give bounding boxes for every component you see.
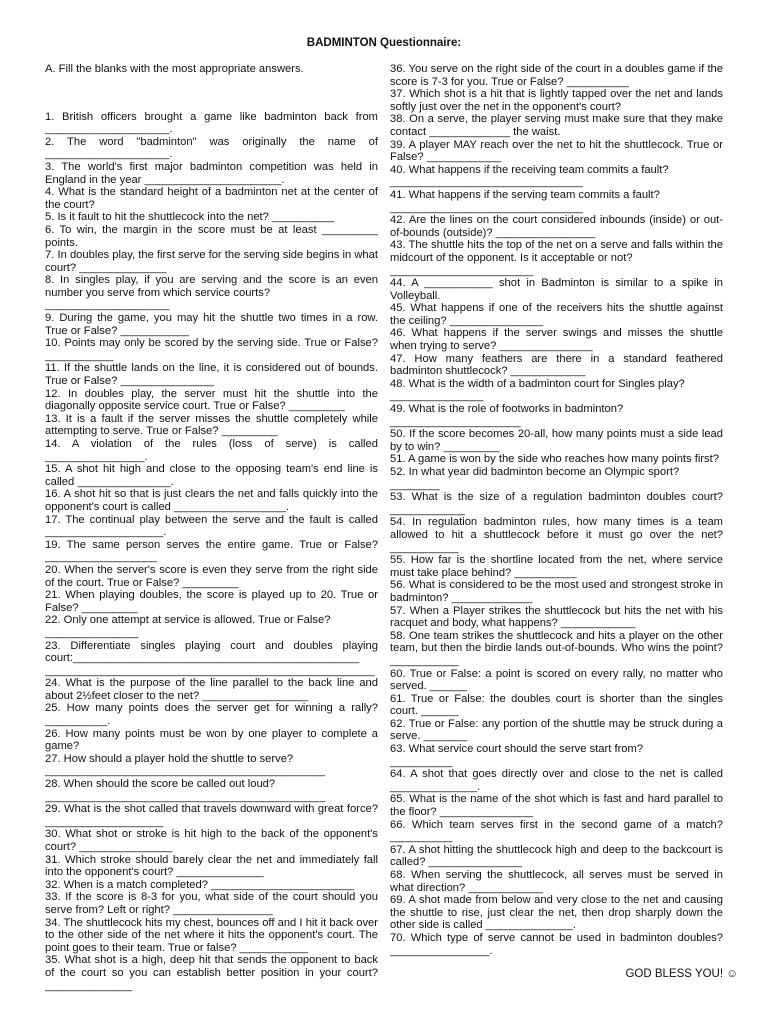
question-item: _______________________ — [390, 264, 534, 277]
question-item: 44. A ___________ shot in Badminton is similar to a spike in Volleyball. — [390, 277, 723, 302]
question-item: 63. What service court should the serve start from? — [390, 743, 644, 756]
question-item: 9. During the game, you may hit the shuttle two times in a row. True or False? ___________ — [45, 312, 378, 337]
question-item: 47. How many feathers are there in a standard feathered badminton shuttlecock? ____________ — [390, 352, 723, 378]
question-item: 19. The same person serves the entire game. True or False? __________________ — [45, 538, 378, 564]
question-item: 30. What shot or stroke is hit high to the back of the opponent's court? _______________ — [45, 828, 378, 853]
question-item: 40. What happens if the receiving team commits a fault? — [390, 163, 669, 176]
question-item: _____________________ — [390, 415, 521, 428]
question-item: _____________________________________________________ — [45, 664, 375, 677]
question-item: 51. A game is won by the side who reaches how many points first? — [390, 453, 719, 466]
question-item: _____________________________________________ — [45, 790, 325, 803]
question-item: 55. How far is the shortline located from the net, where service must take place behind? __________ — [390, 554, 723, 579]
question-item: 42. Are the lines on the court considered inbounds (inside) or out-of-bounds (outside)? ________________ — [390, 214, 723, 239]
question-item: 56. What is considered to be the most used and strongest stroke in badminton? _____________ — [390, 579, 723, 604]
question-item: 6. To win, the margin in the score must be at least _________ points. — [45, 223, 378, 249]
question-item: 61. True or False: the doubles court is shorter than the singles court. ______ — [390, 692, 723, 718]
question-item: 29. What is the shot called that travels downward with great force? ___________________ — [45, 803, 378, 828]
question-item: ____________________ — [45, 299, 170, 312]
question-item: _______________ — [390, 390, 484, 403]
question-item: 43. The shuttle hits the top of the net on a serve and falls within the midcourt of the opponent. Is it acceptable or not? — [390, 239, 723, 264]
question-item: 7. In doubles play, the first serve for the serving side begins in what court? ______________ — [45, 249, 378, 274]
question-item: 57. When a Player strikes the shuttlecock but hits the net with his racquet and body, what happens? ____________ — [390, 604, 723, 630]
question-item: ________ — [390, 478, 440, 491]
closing-blessing: GOD BLESS YOU! ☺ — [625, 968, 738, 980]
question-item: 37. Which shot is a hit that is lightly tapped over the net and lands softly just over the net in the opponent's court? — [390, 88, 723, 113]
question-item: 48. What is the width of a badminton court for Singles play? — [390, 377, 685, 390]
question-item: 21. When playing doubles, the score is played up to 20. True or False? _________ — [45, 589, 378, 614]
question-item: 22. Only one attempt at service is allowed. True or False? — [45, 614, 331, 627]
page-title: BADMINTON Questionnaire: — [306, 37, 462, 49]
question-item: _____________________________________________ — [45, 765, 325, 778]
question-item: 52. In what year did badminton become an Olympic sport? — [390, 466, 680, 478]
question-item: 53. What is the size of a regulation badminton doubles court? ____________ — [390, 491, 723, 516]
question-item: 5. Is it fault to hit the shuttlecock into the net? __________ — [45, 211, 335, 224]
question-item: A. Fill the blanks with the most appropriate answers. — [45, 63, 304, 75]
question-item: 10. Points may only be scored by the serving side. True or False? ___________ — [45, 337, 378, 362]
question-item: 31. Which stroke should barely clear the net and immediately fall into the opponent's court? ______________ — [45, 853, 378, 879]
question-item: 16. A shot hit so that is just clears the net and falls quickly into the opponent's court is called __________________. — [45, 488, 378, 513]
question-item: 8. In singles play, if you are serving and the score is an even number you serve from which service courts? — [45, 274, 378, 299]
question-item: 2. The word "badminton" was originally the name of ____________________. — [45, 135, 378, 161]
question-item: 4. What is the standard height of a badminton net at the center of the court? — [45, 186, 378, 211]
question-item: 39. A player MAY reach over the net to hit the shuttlecock. True or False? ____________ — [390, 138, 723, 164]
question-item: 36. You serve on the right side of the court in a doubles game if the score is 7-3 for you. True or False? __________ — [390, 63, 723, 88]
right-column — [390, 63, 723, 957]
question-item: 41. What happens if the serving team commits a fault? — [390, 188, 660, 201]
question-item: 17. The continual play between the serve and the fault is called ___________________. — [45, 513, 378, 539]
left-column — [45, 63, 378, 992]
question-item: 50. If the score becomes 20-all, how many points must a side lead by to win? _________ — [390, 428, 723, 453]
question-item: 64. A shot that goes directly over and close to the net is called ______________. — [390, 768, 723, 793]
question-item: 11. If the shuttle lands on the line, it is considered out of bounds. True or False? _______________ — [45, 362, 378, 388]
question-item: 65. What is the name of the shot which is fast and hard parallel to the floor? _______________ — [390, 793, 723, 819]
question-item: 14. A violation of the rules (loss of serve) is called ________________. — [45, 438, 378, 463]
question-item: 68. When serving the shuttlecock, all serves must be served in what direction? ____________ — [390, 869, 723, 894]
question-item: 66. Which team serves first in the second game of a match? __________ — [390, 818, 723, 844]
question-item: _______________ — [45, 626, 139, 639]
question-item: 34. The shuttlecock hits my chest, bounces off and I hit it back over to the other side of the net where it hits the opponent's court. The point goes to their team. True or false? ___________ — [45, 916, 378, 954]
question-item: 13. It is a fault if the server misses the shuttle completely while attempting to serve. True or False? _________ — [45, 412, 378, 438]
question-item: 58. One team strikes the shuttlecock and hits a player on the other team, but then the birdie lands out-of-bounds. Who wins the point? ___________ — [390, 629, 723, 667]
question-item: 25. How many points does the server get for winning a rally? __________. — [45, 702, 378, 728]
question-item: 60. True or False: a point is scored on every rally, no matter who served. ______ — [390, 667, 723, 693]
question-item: 54. In regulation badminton rules, how many times is a team allowed to hit a shuttlecock before it must go over the net? ___________ — [390, 516, 723, 554]
question-item: 45. What happens if one of the receivers hits the shuttle against the ceiling? _______________ — [390, 302, 723, 327]
question-item: 69. A shot made from below and very close to the net and causing the shuttle to rise, just clear the net, then drop sharply down the other side is called ______________. — [390, 894, 723, 932]
question-item: 28. When should the score be called out loud? — [45, 778, 276, 791]
question-item: 3. The world's first major badminton competition was held in England in the year ______________________. — [45, 160, 378, 186]
question-item: 27. How should a player hold the shuttle to serve? — [45, 752, 294, 765]
question-item: 38. On a serve, the player serving must make sure that they make contact _____________ the waist. — [390, 113, 723, 138]
question-item: 15. A shot hit high and close to the opposing team's end line is called _______________. — [45, 463, 378, 488]
question-item: 62. True or False: any portion of the shuttle may be struck during a serve. _______ — [390, 717, 723, 743]
question-item: 49. What is the role of footworks in badminton? — [390, 403, 624, 416]
question-item: 33. If the score is 8-3 for you, what side of the court should you serve from? Left or right? ________________ — [45, 891, 378, 916]
question-item: 67. A shot hitting the shuttlecock high and deep to the backcourt is called? _______________ — [390, 843, 723, 869]
question-item: __________ — [390, 755, 453, 768]
question-item: 32. When is a match completed? _______________________ — [45, 878, 355, 891]
question-item: _______________________________ — [390, 176, 583, 189]
question-item: _______________________________ — [390, 201, 583, 214]
question-item: 20. When the server's score is even they serve from the right side of the court. True or False? _________ — [45, 563, 378, 589]
question-item: 24. What is the purpose of the line parallel to the back line and about 2½feet closer to the net? _________________ — [45, 677, 378, 702]
question-item: 35. What shot is a high, deep hit that sends the opponent to back of the court so you can establish better position in your court? ______________ — [45, 954, 378, 992]
question-item: 70. Which type of serve cannot be used in badminton doubles? ________________. — [390, 931, 723, 957]
question-item: 1. British officers brought a game like badminton back from ____________________. — [45, 110, 378, 136]
question-item: 46. What happens if the server swings and misses the shuttle when trying to serve? _______________ — [390, 327, 723, 353]
question-item: 26. How many points must be won by one player to complete a game? — [45, 727, 378, 753]
spacer — [45, 87, 378, 100]
question-item: 12. In doubles play, the server must hit the shuttle into the diagonally opposite service court. True or False? _________ — [45, 387, 378, 413]
question-item: 23. Differentiate singles playing court and doubles playing court:______________________________________________ — [45, 639, 378, 665]
